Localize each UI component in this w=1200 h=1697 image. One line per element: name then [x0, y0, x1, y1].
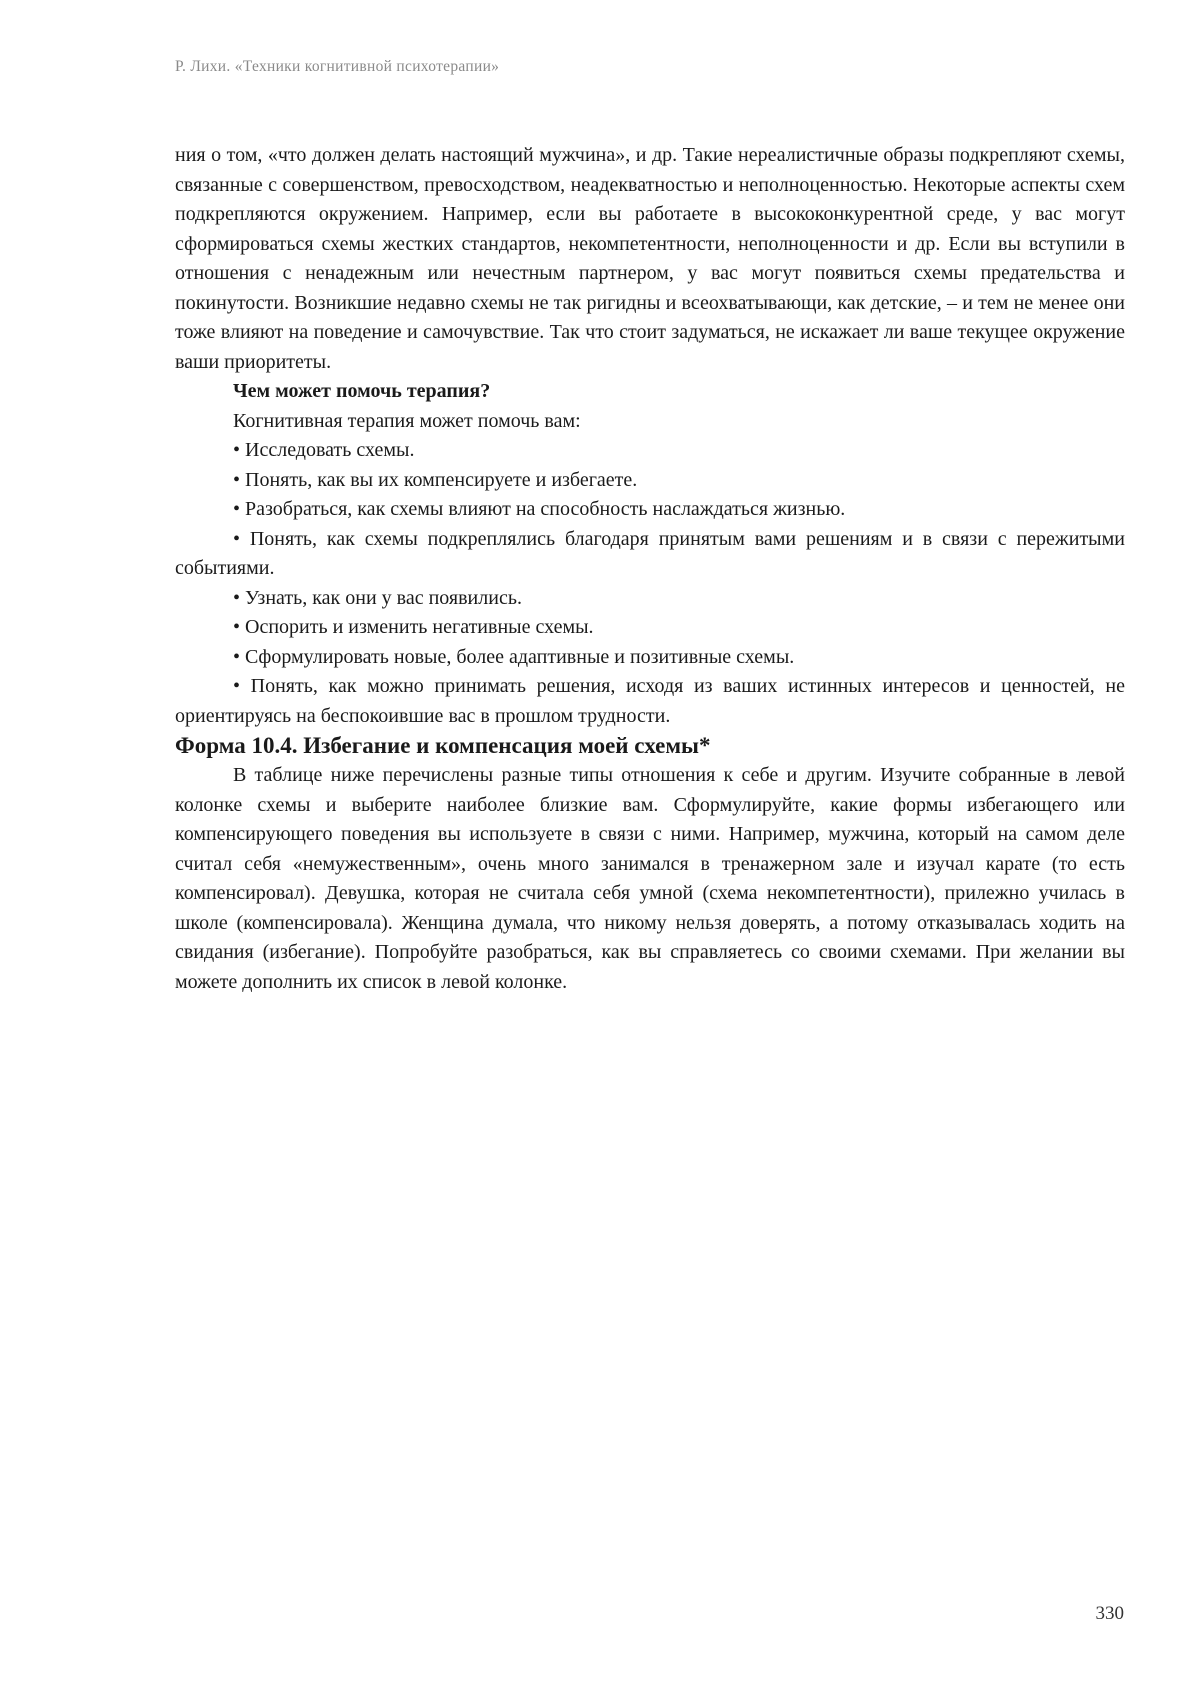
list-item: • Узнать, как они у вас появились. [175, 584, 1125, 614]
form-title: Форма 10.4. Избегание и компенсация моей схемы* [175, 733, 711, 758]
list-item: • Исследовать схемы. [175, 436, 1125, 466]
list-item: • Понять, как вы их компенсируете и избегаете. [175, 466, 1125, 496]
list-item: • Понять, как можно принимать решения, исходя из ваших истинных интересов и ценностей, не ориентируясь на беспокоившие вас в прошлом трудности. [175, 672, 1125, 731]
list-item: • Сформулировать новые, более адаптивные и позитивные схемы. [175, 643, 1125, 673]
therapy-heading: Чем может помочь терапия? [233, 380, 491, 402]
list-item: • Понять, как схемы подкреплялись благодаря принятым вами решениям и в связи с пережитыми событиями. [175, 525, 1125, 584]
form-paragraph: В таблице ниже перечислены разные типы отношения к себе и другим. Изучите собранные в левой колонке схемы и выберите наиболее близкие вам. Сформулируйте, какие формы избегающего или компенсирующего поведения вы используете в связи с ними. Например, мужчина, который на самом деле считал себя «немужественным», очень много занимался в тренажерном зале и изучал карате (то есть компенсировал). Девушка, которая не считала себя умной (схема некомпетентности), прилежно училась в школе (компенсировала). Женщина думала, что никому нельзя доверять, а потому отказывалась ходить на свидания (избегание). Попробуйте разобраться, как вы справляетесь со своими схемами. При желании вы можете дополнить их список в левой колонке. [175, 764, 1125, 993]
page-body [175, 141, 1125, 997]
therapy-intro: Когнитивная терапия может помочь вам: [233, 409, 581, 432]
list-item: • Разобраться, как схемы влияют на способность наслаждаться жизнью. [175, 495, 1125, 525]
intro-paragraph: ния о том, «что должен делать настоящий мужчина», и др. Такие нереалистичные образы подкрепляют схемы, связанные с совершенством, превосходством, неадекватностью и неполноценностью. Некоторые аспекты схем подкрепляются окружением. Например, если вы работаете в высококонкурентной среде, у вас могут сформироваться схемы жестких стандартов, некомпетентности, неполноценности и др. Если вы вступили в отношения с ненадежным или нечестным партнером, у вас могут появиться схемы предательства и покинутости. Возникшие недавно схемы не так ригидны и всеохватывающи, как детские, – и тем не менее они тоже влияют на поведение и самочувствие. Так что стоит задуматься, не искажает ли ваше текущее окружение ваши приоритеты. [175, 144, 1125, 373]
list-item: • Оспорить и изменить негативные схемы. [175, 613, 1125, 643]
running-header: Р. Лихи. «Техники когнитивной психотерапии» [175, 58, 500, 75]
page-number: 330 [1095, 1603, 1124, 1624]
